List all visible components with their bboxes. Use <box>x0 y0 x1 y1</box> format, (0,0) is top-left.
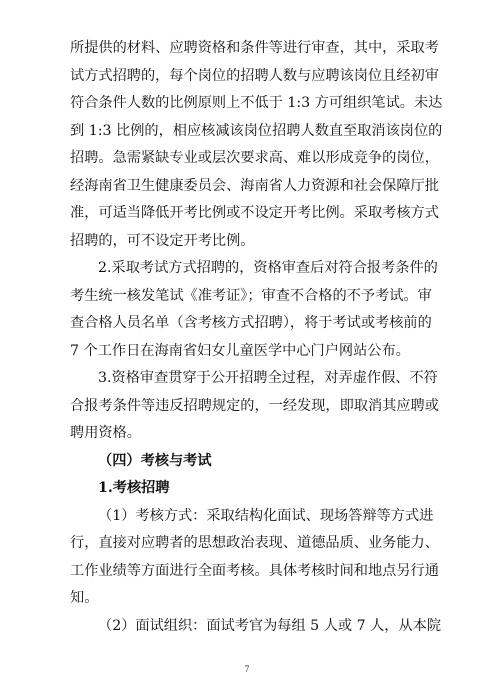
paragraph-line: 招聘的，可不设定开考比例。 <box>70 232 255 249</box>
paragraph-line: 合报考条件等违反招聘规定的，一经发现，即取消其应聘或 <box>70 397 439 414</box>
section-heading: （四）考核与考试 <box>98 452 212 469</box>
paragraph-line: 知。 <box>70 590 99 606</box>
paragraph-line: 工作业绩等方面进行全面考核。具体考核时间和地点另行通 <box>70 562 439 579</box>
paragraph-line: 试方式招聘的，每个岗位的招聘人数与应聘该岗位且经初审 <box>70 67 439 84</box>
paragraph-line: 经海南省卫生健康委员会、海南省人力资源和社会保障厅批 <box>70 177 439 194</box>
paragraph-line: 2.采取考试方式招聘的，资格审查后对符合报考条件的 <box>98 260 438 276</box>
paragraph-line: （2）面试组织：面试考官为每组 5 人或 7 人，从本院 <box>98 617 442 634</box>
paragraph-line: 招聘。急需紧缺专业或层次要求高、难以形成竞争的岗位， <box>70 150 439 166</box>
paragraph-line: 行，直接对应聘者的思想政治表现、道德品质、业务能力、 <box>70 535 439 551</box>
paragraph-line: 7 个工作日在海南省妇女儿童医学中心门户网站公布。 <box>70 342 410 359</box>
paragraph-line: 符合条件人数的比例原则上不低于 1:3 方可组织笔试。未达 <box>70 95 443 111</box>
paragraph-line: 查合格人员名单（含考核方式招聘），将于考试或考核前的 <box>70 315 432 331</box>
paragraph-line: （1）考核方式：采取结构化面试、现场答辩等方式进 <box>98 507 434 524</box>
paragraph-line: 聘用资格。 <box>70 425 141 441</box>
document-body <box>70 35 443 640</box>
paragraph-line: 3.资格审查贯穿于公开招聘全过程，对弄虚作假、不符 <box>98 370 438 386</box>
paragraph-line: 所提供的材料、应聘资格和条件等进行审查，其中，采取考 <box>70 40 439 56</box>
subsection-heading: 1.考核招聘 <box>98 480 170 496</box>
page-number: 7 <box>244 664 250 674</box>
paragraph-line: 准，可适当降低开考比例或不设定开考比例。采取考核方式 <box>70 205 439 221</box>
paragraph-line: 到 1:3 比例的，相应核减该岗位招聘人数直至取消该岗位的 <box>70 122 443 139</box>
paragraph-line: 考生统一核发笔试《准考证》；审查不合格的不予考试。审 <box>70 287 432 304</box>
